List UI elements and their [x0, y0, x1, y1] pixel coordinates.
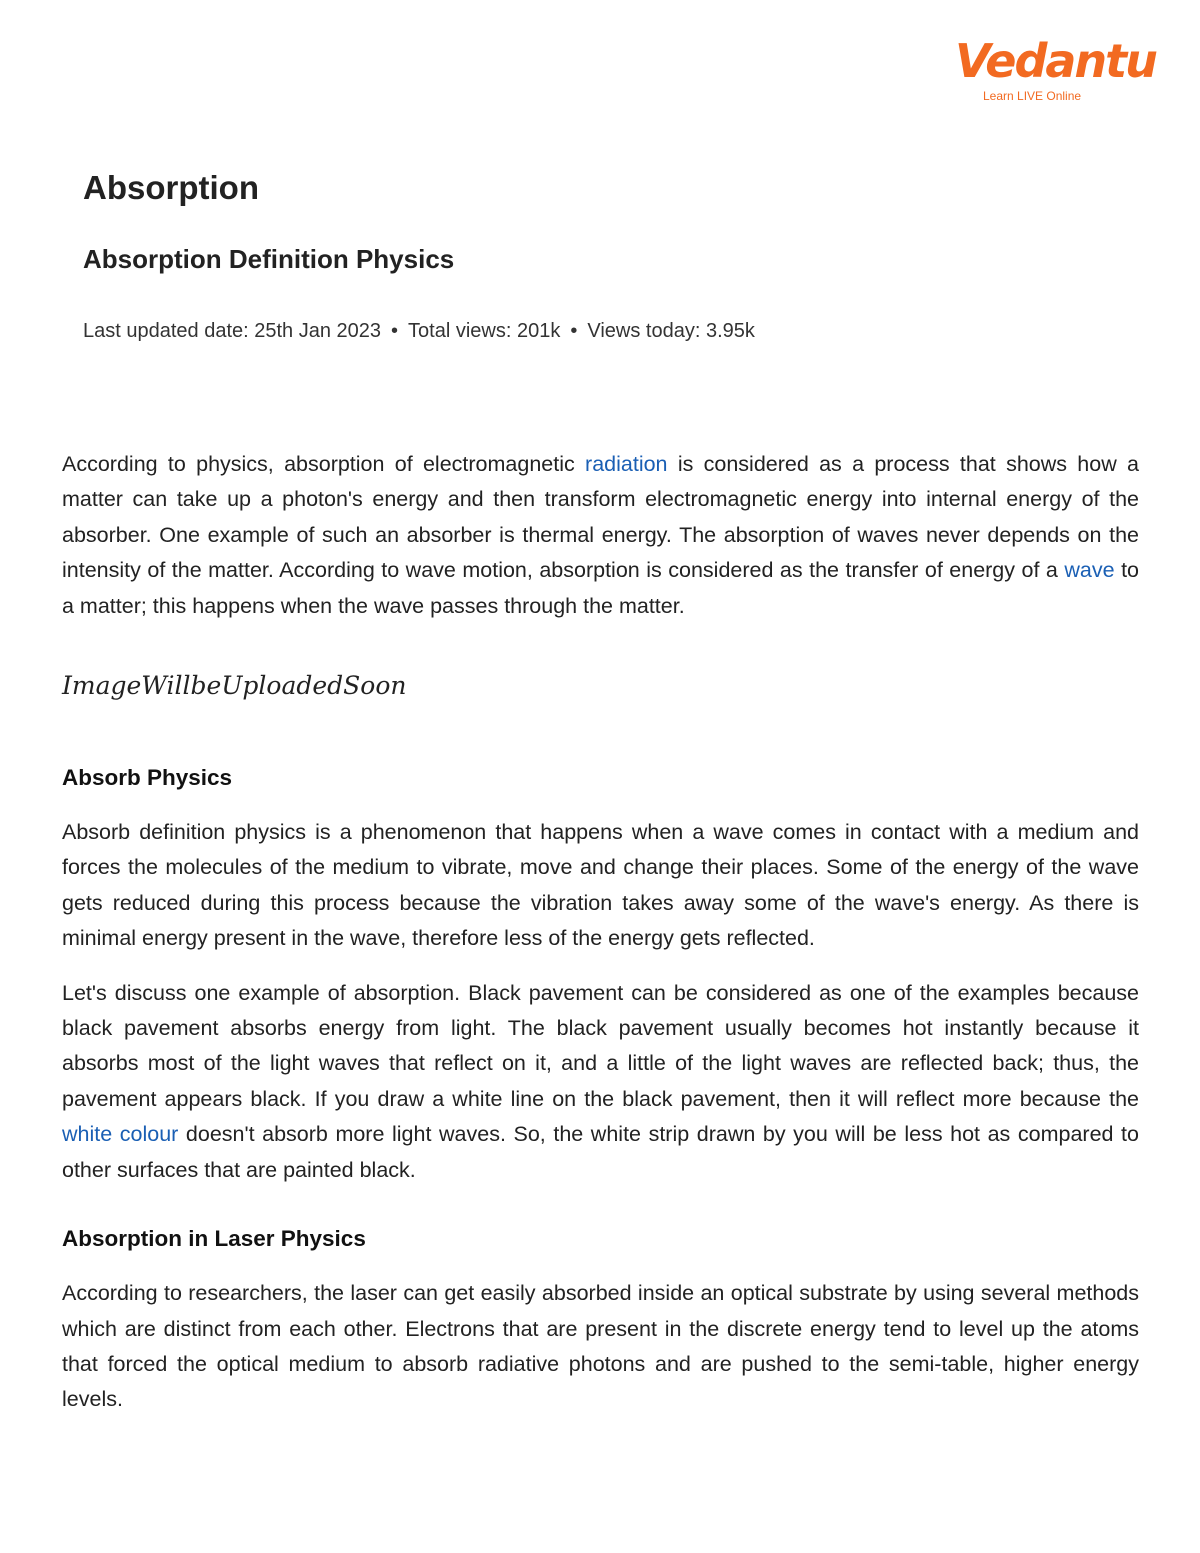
laser-physics-paragraph: According to researchers, the laser can get easily absorbed inside an optical substrate by using several methods which are distinct from each other. Electrons that are present in the discrete energy tend to level up the atoms that forced the optical medium to absorb radiative photons and are pushed to the semi-table, higher energy levels.	[62, 1281, 1139, 1412]
vedantu-logo[interactable]	[955, 34, 1156, 109]
image-placeholder: ImageWillbeUploadedSoon	[62, 671, 407, 701]
pavement-text-1: Let's discuss one example of absorption. Black pavement can be considered as one of the examples because black pavement absorbs energy from light. The black pavement usually becomes hot instantly because it absorbs most of the light waves that reflect on it, and a little of the light waves are reflected back; thus, the pavement appears black. If you draw a white line on the black pavement, then it will reflect more because the	[62, 980, 1139, 1111]
article-meta	[83, 318, 755, 344]
section-heading-absorb-physics: Absorb Physics	[62, 765, 233, 791]
views-today: Views today: 3.95k	[587, 320, 755, 342]
intro-text-1: According to physics, absorption of electromagnetic	[62, 452, 586, 476]
white-colour-link[interactable]: white colour	[62, 1122, 179, 1147]
logo-tagline: Learn LIVE Online	[983, 89, 1082, 103]
absorb-physics-paragraph: Absorb definition physics is a phenomenon that happens when a wave comes in contact with a medium and forces the molecules of the medium to vibrate, move and change their places. Some of the energy of the wave gets reduced during this process because the vibration takes away some of the wave's energy. As there is minimal energy present in the wave, therefore less of the energy gets reflected.	[62, 820, 1139, 951]
intro-text-3: to a matter; this happens when the wave passes through the matter.	[62, 558, 1139, 618]
page-title: Absorption	[83, 169, 259, 206]
radiation-link[interactable]: radiation	[585, 452, 668, 476]
wave-link[interactable]: wave	[1064, 558, 1115, 583]
article-body	[62, 447, 1139, 1418]
pavement-example-paragraph	[62, 976, 1139, 1188]
meta-separator: •	[391, 320, 399, 342]
page-subtitle: Absorption Definition Physics	[83, 244, 455, 274]
pavement-text-2: doesn't absorb more light waves. So, the white strip drawn by you will be less hot as compared to other surfaces that are painted black.	[62, 1122, 1139, 1182]
logo-brand-text: Vedantu	[955, 34, 1156, 88]
intro-text-2: is considered as a process that shows how a matter can take up a photon's energy and then transform electromagnetic energy into internal energy of the absorber. One example of such an absorber is thermal energy. The absorption of waves never depends on the intensity of the matter. According to wave motion, absorption is considered as the transfer of energy of a	[62, 452, 1139, 583]
meta-separator: •	[570, 320, 578, 342]
last-updated-date: Last updated date: 25th Jan 2023	[83, 320, 382, 342]
intro-paragraph	[62, 447, 1139, 624]
section-heading-laser-physics: Absorption in Laser Physics	[62, 1226, 366, 1252]
total-views: Total views: 201k	[408, 320, 561, 342]
